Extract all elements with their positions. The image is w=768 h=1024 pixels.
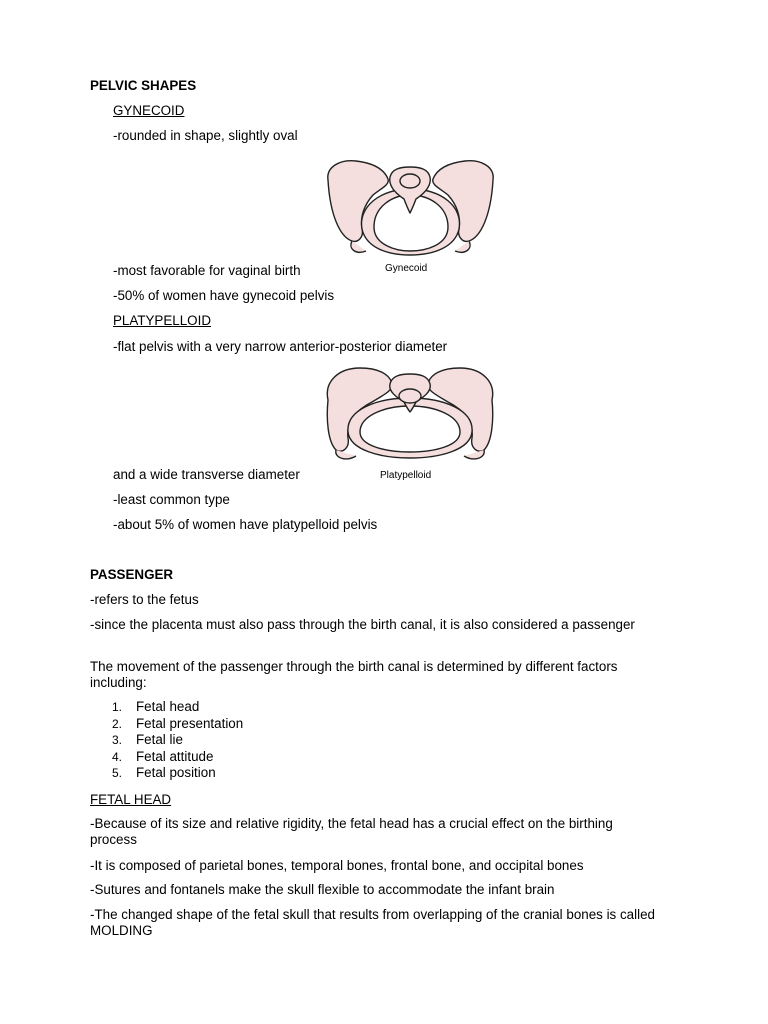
platypelloid-least-common: -least common type <box>113 492 230 507</box>
platypelloid-figure-caption: Platypelloid <box>380 470 432 481</box>
list-item-label: Fetal lie <box>136 732 183 747</box>
passenger-movement-factors-intro: The movement of the passenger through the birth canal is determined by different factors including: <box>90 659 618 690</box>
subheading-platypelloid: PLATYPELLOID <box>113 313 211 328</box>
platypelloid-percentage: -about 5% of women have platypelloid pelvis <box>113 517 378 532</box>
list-number: 5. <box>112 766 123 780</box>
list-item <box>112 732 243 749</box>
gynecoid-pelvis-illustration <box>318 155 503 260</box>
fetal-head-rigidity-note: -Because of its size and relative rigidity, the fetal head has a crucial effect on the birthing process <box>90 816 613 847</box>
section-heading-passenger: PASSENGER <box>90 567 174 582</box>
gynecoid-description: -rounded in shape, slightly oval <box>113 128 298 143</box>
platypelloid-description: -flat pelvis with a very narrow anterior-posterior diameter <box>113 339 448 354</box>
list-number: 4. <box>112 749 123 764</box>
passenger-definition: -refers to the fetus <box>90 592 199 607</box>
passenger-factors-list <box>90 699 243 782</box>
fetal-head-sutures-note: -Sutures and fontanels make the skull flexible to accommodate the infant brain <box>90 882 555 897</box>
gynecoid-percentage: -50% of women have gynecoid pelvis <box>113 288 335 303</box>
list-item-label: Fetal position <box>136 765 216 780</box>
list-item-label: Fetal presentation <box>136 715 244 731</box>
list-item-label: Fetal head <box>136 699 200 714</box>
list-item <box>112 748 243 766</box>
section-heading-pelvic-shapes: PELVIC SHAPES <box>90 78 197 93</box>
fetal-head-molding-note: -The changed shape of the fetal skull that results from overlapping of the cranial bones is called MOLDING <box>90 907 655 938</box>
subheading-fetal-head: FETAL HEAD <box>90 792 172 807</box>
list-number: 2. <box>112 716 123 731</box>
subheading-gynecoid: GYNECOID <box>113 103 185 118</box>
list-item-label: Fetal attitude <box>136 748 214 764</box>
list-number: 1. <box>112 700 123 714</box>
passenger-placenta-note: -since the placenta must also pass through the birth canal, it is also considered a passenger <box>90 617 635 632</box>
list-item <box>112 765 243 782</box>
list-item <box>112 715 244 733</box>
platypelloid-pelvis-illustration <box>320 360 500 465</box>
platypelloid-transverse: and a wide transverse diameter <box>113 467 300 482</box>
gynecoid-figure-caption: Gynecoid <box>385 263 428 274</box>
fetal-head-bones-note: -It is composed of parietal bones, temporal bones, frontal bone, and occipital bones <box>90 858 584 873</box>
list-number: 3. <box>112 733 123 747</box>
list-item <box>112 699 243 716</box>
gynecoid-favorable: -most favorable for vaginal birth <box>113 263 301 278</box>
